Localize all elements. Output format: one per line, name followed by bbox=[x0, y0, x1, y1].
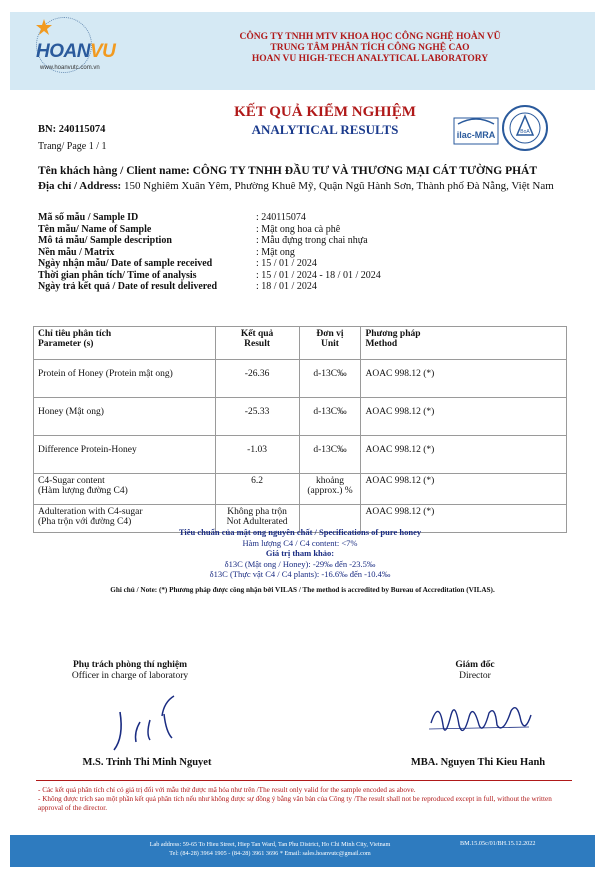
svg-text:ilac-MRA: ilac-MRA bbox=[456, 130, 496, 140]
company-logo bbox=[18, 15, 118, 77]
header-result: Kết quả Result bbox=[215, 327, 299, 360]
handwritten-signature-left bbox=[102, 692, 192, 752]
table-header-row bbox=[34, 327, 567, 360]
handwritten-signature-right bbox=[425, 695, 535, 745]
signature-right-title: Giám đốc Director bbox=[455, 660, 495, 681]
bureau-accreditation-seal-icon bbox=[500, 103, 550, 153]
signature-left-title: Phụ trách phòng thí nghiệm Officer in charge of laboratory bbox=[71, 660, 189, 681]
page-number: Trang/ Page 1 / 1 bbox=[38, 141, 107, 152]
disclaimer: - Các kết quả phân tích chỉ có giá trị đối với mẫu thử được mã hóa như trên /The result only valid for the sample encoded as above. - Không được trích sao một phần kết quả phân tích nếu như không được sự đồng ý bằng văn bản của Công ty /The result shall not be reproduced except in full, without the written approval of the director. bbox=[38, 786, 552, 812]
logo-star-icon bbox=[36, 19, 52, 35]
ilac-mra-mark-icon bbox=[452, 110, 500, 150]
footer-address: Lab address: 59-65 To Hieu Street, Hiep Tan Ward, Tan Phu District, Ho Chi Minh City, Vietnam Tel: (84-28) 3964 1905 - (84-28) 3961 3696 * Email: sales.hoanvutc@gmail.com bbox=[149, 841, 391, 857]
company-line-2: TRUNG TÂM PHÂN TÍCH CÔNG NGHỆ CAO bbox=[270, 43, 470, 53]
svg-text:BoA: BoA bbox=[520, 129, 530, 135]
signer-left-name: M.S. Trinh Thi Minh Nguyet bbox=[82, 757, 212, 768]
logo-url: www.hoanvutc.com.vn bbox=[40, 65, 100, 71]
logo-wordmark: HOANVU bbox=[36, 41, 116, 62]
company-line-3: HOAN VU HIGH-TECH ANALYTICAL LABORATORY bbox=[251, 54, 489, 64]
table-row: Protein of Honey (Protein mật ong) -26.36 d-13C‰ AOAC 998.12 (*) bbox=[34, 360, 567, 398]
header-parameter: Chỉ tiêu phân tích Parameter (s) bbox=[34, 327, 216, 360]
divider bbox=[36, 780, 572, 781]
company-line-1: CÔNG TY TNHH MTV KHOA HỌC CÔNG NGHỆ HOÀN VŨ bbox=[239, 32, 501, 42]
info-row-date-delivered: Ngày trả kết quả / Date of result delivered : 18 / 01 / 2024 bbox=[38, 281, 317, 292]
table-row: Adulteration with C4-sugar (Pha trộn với đường C4) Không pha trộn Not Adulterated AOAC 998.12 (*) bbox=[34, 505, 567, 533]
header-method: Phương pháp Method bbox=[361, 327, 567, 360]
form-code: BM.15.05c/01/BH.15.12.2022 bbox=[460, 840, 536, 847]
report-title-vn: KẾT QUẢ KIỂM NGHIỆM bbox=[234, 104, 416, 120]
table-row: Honey (Mật ong) -25.33 d-13C‰ AOAC 998.12 (*) bbox=[34, 398, 567, 436]
info-row-sample-id: Mã số mẫu / Sample ID : 240115074 bbox=[38, 212, 306, 223]
table-row: C4-Sugar content (Hàm lượng đường C4) 6.2 khoảng (approx.) % AOAC 998.12 (*) bbox=[34, 474, 567, 505]
client-name: Tên khách hàng / Client name: CÔNG TY TNHH ĐẦU TƯ VÀ THƯƠNG MẠI CÁT TƯỜNG PHÁT bbox=[38, 165, 538, 177]
sample-info-block bbox=[38, 212, 381, 293]
header-unit: Đơn vị Unit bbox=[299, 327, 361, 360]
client-address: Địa chỉ / Address: 150 Nghiêm Xuân Yêm, Phường Khuê Mỹ, Quận Ngũ Hành Sơn, Thành phố Đà Nẵng, Việt Nam bbox=[38, 180, 554, 192]
table-row: Difference Protein-Honey -1.03 d-13C‰ AOAC 998.12 (*) bbox=[34, 436, 567, 474]
info-row-description: Mô tả mẫu/ Sample description : Mẫu đựng trong chai nhựa bbox=[38, 235, 368, 246]
results-table bbox=[33, 326, 567, 533]
batch-number: BN: 240115074 bbox=[38, 124, 106, 135]
info-row-matrix: Nền mẫu / Matrix : Mật ong bbox=[38, 246, 295, 258]
info-row-time-analysis: Thời gian phân tích/ Time of analysis : 15 / 01 / 2024 - 18 / 01 / 2024 bbox=[38, 269, 381, 281]
report-title-en: ANALYTICAL RESULTS bbox=[251, 122, 399, 137]
specification-block: Tiêu chuẩn của mật ong nguyên chất / Specifications of pure honey Hàm lượng C4 / C4 content: <7% Giá trị tham khảo: δ13C (Mật ong / Honey): -29‰ đến -23.5‰ δ13C (Thực vật C4 / C4 plants): -16.6‰ đến -10.4‰ bbox=[178, 527, 422, 579]
info-row-date-received: Ngày nhận mẫu/ Date of sample received : 15 / 01 / 2024 bbox=[38, 258, 317, 269]
info-row-sample-name: Tên mẫu/ Name of Sample : Mật ong hoa cà phê bbox=[38, 223, 341, 235]
signer-right-name: MBA. Nguyen Thi Kieu Hanh bbox=[410, 757, 546, 768]
company-name-block bbox=[150, 32, 590, 65]
accreditation-note: Ghi chú / Note: (*) Phương pháp được công nhận bởi VILAS / The method is accredited by Bureau of Accreditation (VILAS). bbox=[110, 586, 495, 594]
